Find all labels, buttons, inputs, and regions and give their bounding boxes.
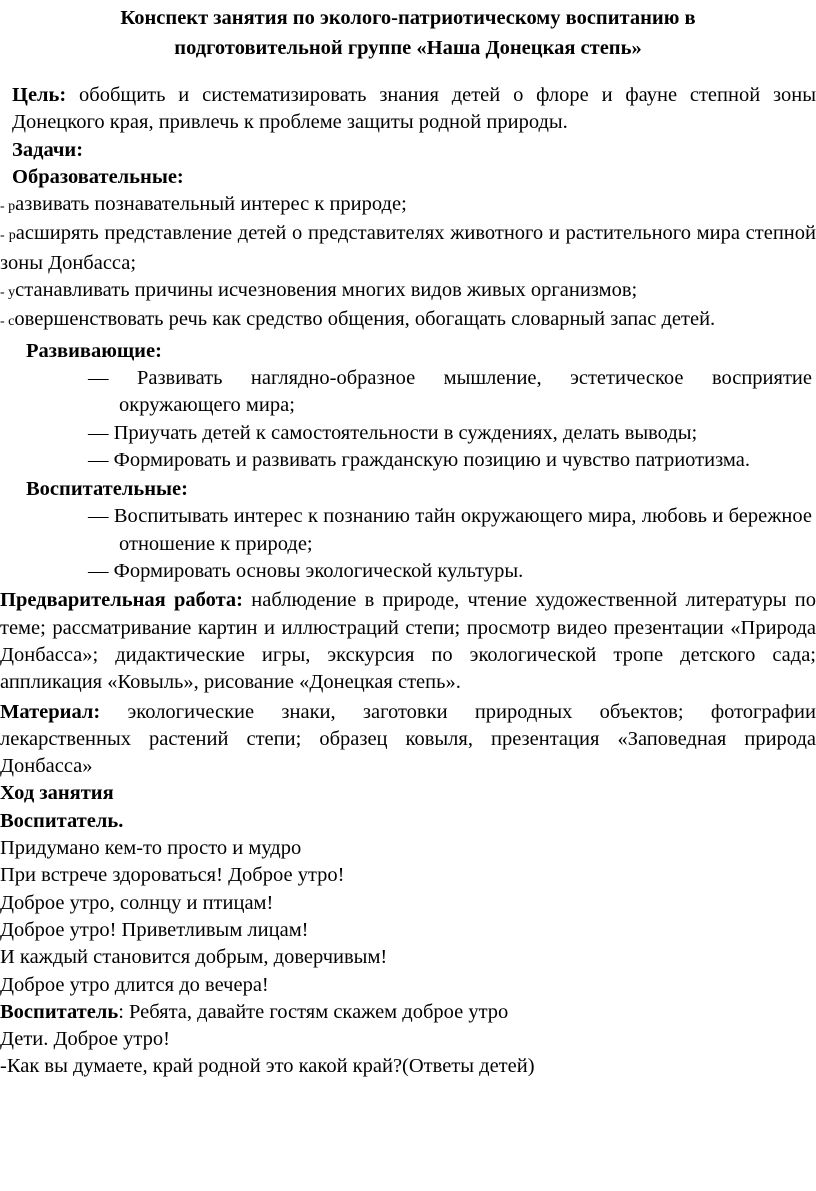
prework-text: наблюдение в природе, чтение художественной литературы по теме; рассматривание картин и иллюстраций степи; просмотр видео презентации «Природа Донбасса»; дидактические игры, экскурсия по экологической тропе детского сада; аппликация «Ковыль», рисование «Донецкая степь». xyxy=(0,589,816,694)
list-marker: - xyxy=(0,314,9,330)
educational-item xyxy=(0,306,816,335)
dash-marker: — xyxy=(88,366,109,389)
material-text: экологические знаки, заготовки природных объектов; фотографии лекарственных растений степи; образец ковыля, презентация «Заповедная природа Донбасса» xyxy=(0,700,816,778)
document-body xyxy=(0,82,816,1081)
developing-item xyxy=(0,365,816,420)
item-lead: у xyxy=(8,285,16,301)
dash-marker: — xyxy=(88,448,109,471)
item-lead: р xyxy=(8,228,16,244)
teacher-text: : Ребята, давайте гостям скажем доброе утро xyxy=(118,1000,509,1023)
tasks-heading: Задачи: xyxy=(12,138,84,161)
item-text: станавливать причины исчезновения многих видов живых организмов; xyxy=(15,279,638,302)
educational-item xyxy=(0,277,816,306)
educational-heading: Образовательные: xyxy=(12,165,184,188)
title-line-1: Конспект занятия по эколого-патриотическому воспитанию в xyxy=(120,7,696,29)
list-marker: - xyxy=(0,199,9,215)
developing-heading: Развивающие: xyxy=(26,339,162,362)
poem-line: При встрече здороваться! Доброе утро! xyxy=(0,864,345,887)
poem-line: Доброе утро! Приветливым лицам! xyxy=(0,918,309,941)
item-text: асширять представление детей о представителях животного и растительного мира степной зоны Донбасса; xyxy=(0,222,816,274)
item-text: Формировать основы экологической культуры. xyxy=(113,560,524,583)
upbringing-heading: Воспитательные: xyxy=(26,478,188,501)
goal-label: Цель: xyxy=(12,84,67,106)
developing-item xyxy=(0,420,816,447)
goal-text: обобщить и систематизировать знания детей о флоре и фауне степной зоны Донецкого края, привлечь к проблеме защиты родной природы. xyxy=(12,84,816,134)
prework-paragraph xyxy=(0,587,816,696)
item-text: Приучать детей к самостоятельности в суждениях, делать выводы; xyxy=(113,421,698,444)
item-text: овершенствовать речь как средство общения, обогащать словарный запас детей. xyxy=(14,308,716,331)
upbringing-item xyxy=(0,503,816,558)
goal-paragraph xyxy=(0,82,816,137)
course-heading: Ход занятия xyxy=(0,782,114,805)
dash-marker: — xyxy=(88,505,109,528)
material-label: Материал: xyxy=(0,700,101,723)
poem-line: Доброе утро, солнцу и птицам! xyxy=(0,891,274,914)
developing-item xyxy=(0,447,816,474)
dash-marker: — xyxy=(88,421,109,444)
children-line: Дети. Доброе утро! xyxy=(0,1028,170,1051)
list-marker: - xyxy=(0,285,9,301)
teacher-line xyxy=(0,999,816,1026)
upbringing-item xyxy=(0,558,816,585)
educational-item xyxy=(0,191,816,220)
item-text: Развивать наглядно-образное мышление, эстетическое восприятие окружающего мира; xyxy=(119,366,812,417)
list-marker: - xyxy=(0,228,9,244)
question-line: -Как вы думаете, край родной это какой край?(Ответы детей) xyxy=(0,1055,535,1078)
item-text: Формировать и развивать гражданскую позицию и чувство патриотизма. xyxy=(113,448,750,471)
title-line-2: подготовительной группе «Наша Донецкая степь» xyxy=(174,37,642,59)
document-title xyxy=(0,3,816,63)
item-text: азвивать познавательный интерес к природе; xyxy=(15,193,407,216)
poem-line: И каждый становится добрым, доверчивым! xyxy=(0,946,388,969)
poem-line: Доброе утро длится до вечера! xyxy=(0,973,269,996)
item-lead: с xyxy=(8,314,15,330)
poem-line: Придумано кем-то просто и мудро xyxy=(0,837,302,860)
item-text: Воспитывать интерес к познанию тайн окружающего мира, любовь и бережное отношение к природе; xyxy=(113,505,812,555)
dash-marker: — xyxy=(88,560,109,583)
material-paragraph xyxy=(0,699,816,781)
item-lead: р xyxy=(8,199,16,215)
teacher-heading: Воспитатель. xyxy=(0,809,124,832)
prework-label: Предварительная работа: xyxy=(0,589,244,612)
teacher-label: Воспитатель xyxy=(0,1000,119,1023)
educational-item xyxy=(0,220,816,277)
